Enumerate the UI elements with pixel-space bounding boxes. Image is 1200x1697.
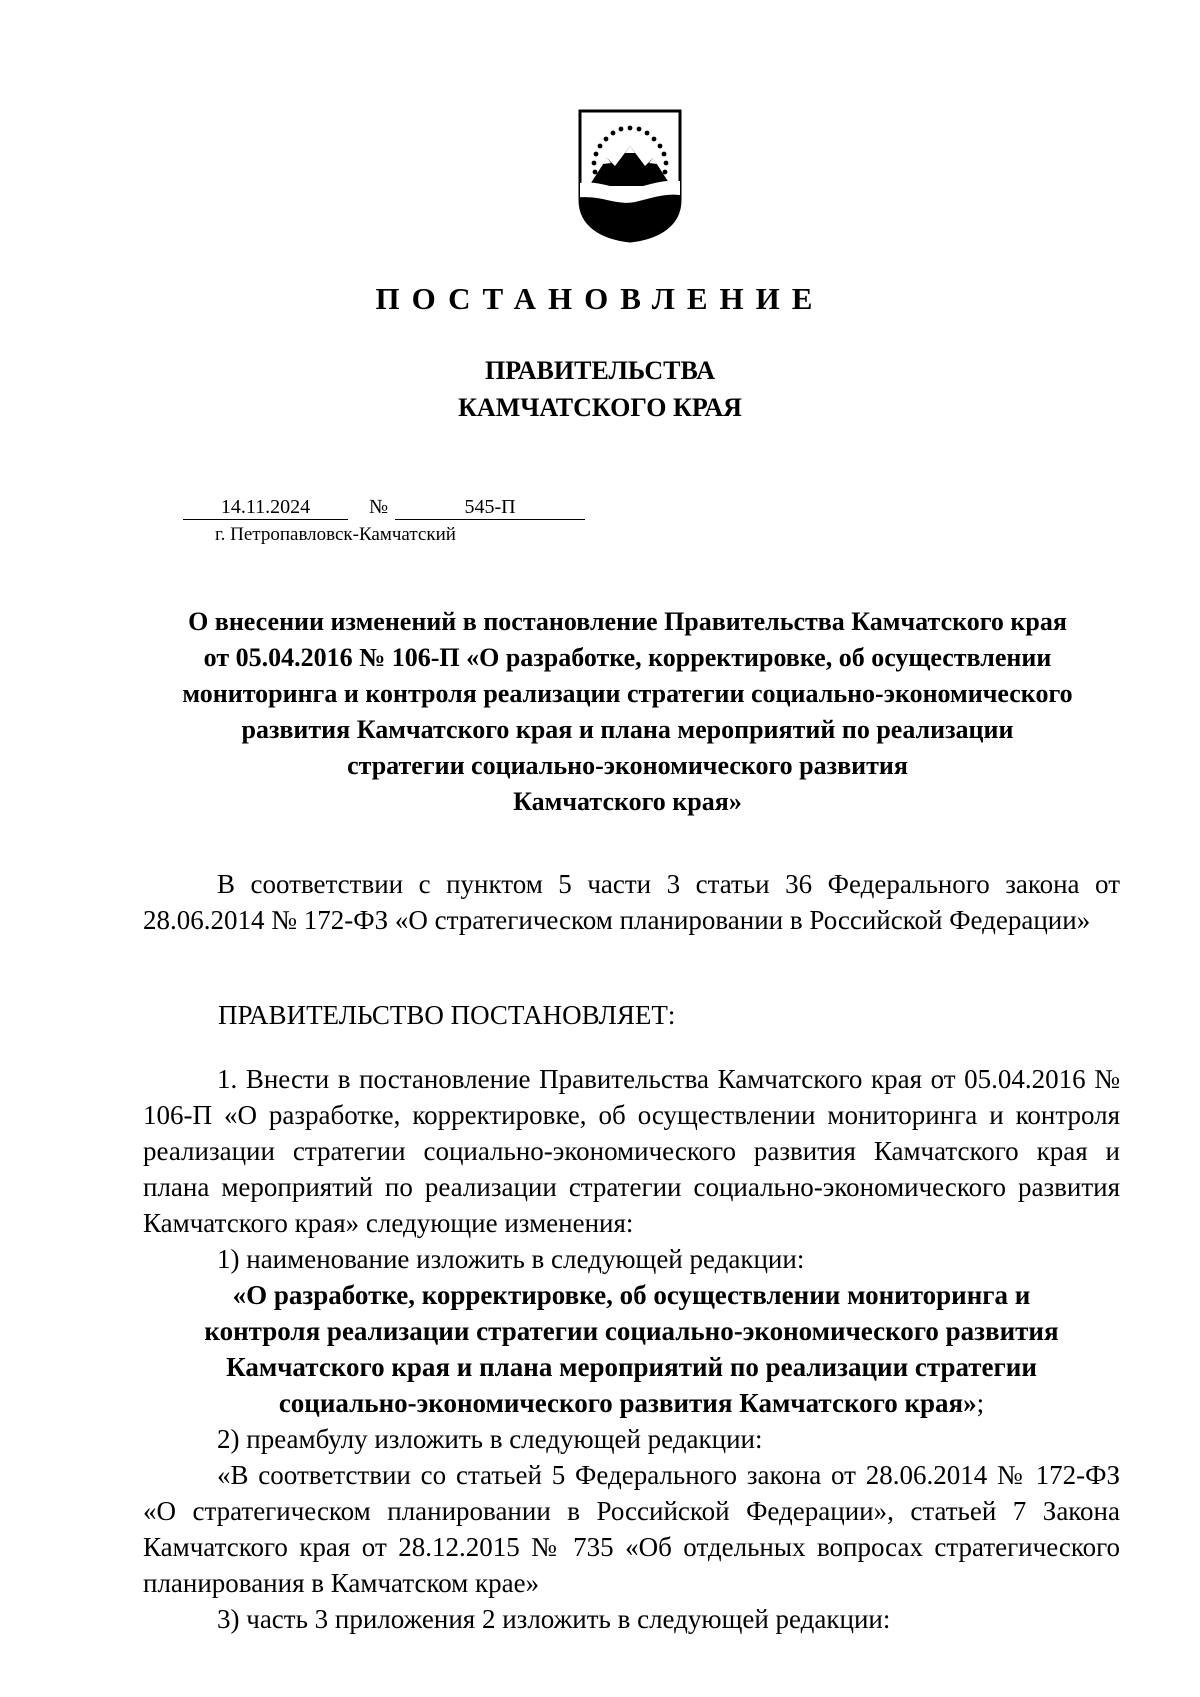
subitem-1: 1) наименование изложить в следующей редакции: <box>217 1244 805 1274</box>
new-title-line-text: социально-экономического развития Камчатского края» <box>278 1388 977 1418</box>
subitem-2: 2) преамбулу изложить в следующей редакции: <box>217 1424 763 1454</box>
title-line: развития Камчатского края и плана мероприятий по реализации <box>241 715 1014 744</box>
title-line: Камчатского края» <box>513 787 742 816</box>
title-line: О внесении изменений в постановление Правительства Камчатского края <box>188 607 1067 636</box>
title-line: от 05.04.2016 № 106-П «О разработке, корректировке, об осуществлении <box>203 643 1052 672</box>
title-line: мониторинга и контроля реализации стратегии социально-экономического <box>182 679 1073 708</box>
preamble-paragraph: В соответствии с пунктом 5 части 3 статьи 36 Федерального закона от 28.06.2014 № 172-ФЗ «О стратегическом планировании в Российской Федерации» <box>143 869 1120 935</box>
number-sign: № <box>369 496 389 518</box>
issuer-line-1: ПРАВИТЕЛЬСТВА <box>485 356 715 385</box>
new-title-tail: ; <box>976 1388 985 1418</box>
issuer-name <box>0 352 1200 426</box>
new-title-line: «О разработке, корректировке, об осуществлении мониторинга и <box>232 1280 1031 1310</box>
new-title-line <box>143 1385 1120 1421</box>
item-1-paragraph: 1. Внести в постановление Правительства Камчатского края от 05.04.2016 № 106-П «О разработке, корректировке, об осуществлении мониторинга и контроля реализации стратегии социально-экономического развития Камчатского края и плана мероприятий по реализации стратегии социально-экономического развития Камчатского края» следующие изменения: <box>143 1064 1120 1238</box>
registration-date: 14.11.2024 <box>183 494 348 520</box>
new-title-line: Камчатского края и плана мероприятий по реализации стратегии <box>226 1352 1037 1382</box>
resolves-heading: ПРАВИТЕЛЬСТВО ПОСТАНОВЛЯЕТ: <box>218 1000 676 1030</box>
registration-number: 545-П <box>395 494 585 520</box>
document-title <box>135 604 1120 820</box>
preamble-quote-paragraph: «В соответствии со статьей 5 Федерального закона от 28.06.2014 № 172-ФЗ «О стратегическом планировании в Российской Федерации», статьей 7 Закона Камчатского края от 28.12.2015 № 735 «Об отдельных вопросах стратегического планирования в Камчатском крае» <box>143 1460 1120 1598</box>
title-line: стратегии социально-экономического развития <box>347 751 908 780</box>
registration-line <box>183 494 583 522</box>
subitem-3: 3) часть 3 приложения 2 изложить в следующей редакции: <box>217 1604 891 1634</box>
document-type: ПОСТАНОВЛЕНИЕ <box>375 281 825 316</box>
issuer-line-2: КАМЧАТСКОГО КРАЯ <box>458 393 742 422</box>
new-title-line: контроля реализации стратегии социально-экономического развития <box>204 1316 1059 1346</box>
new-title-block <box>143 1277 1120 1421</box>
registration-city: г. Петропавловск-Камчатский <box>215 524 456 545</box>
kamchatka-coat-of-arms-icon <box>575 108 685 244</box>
